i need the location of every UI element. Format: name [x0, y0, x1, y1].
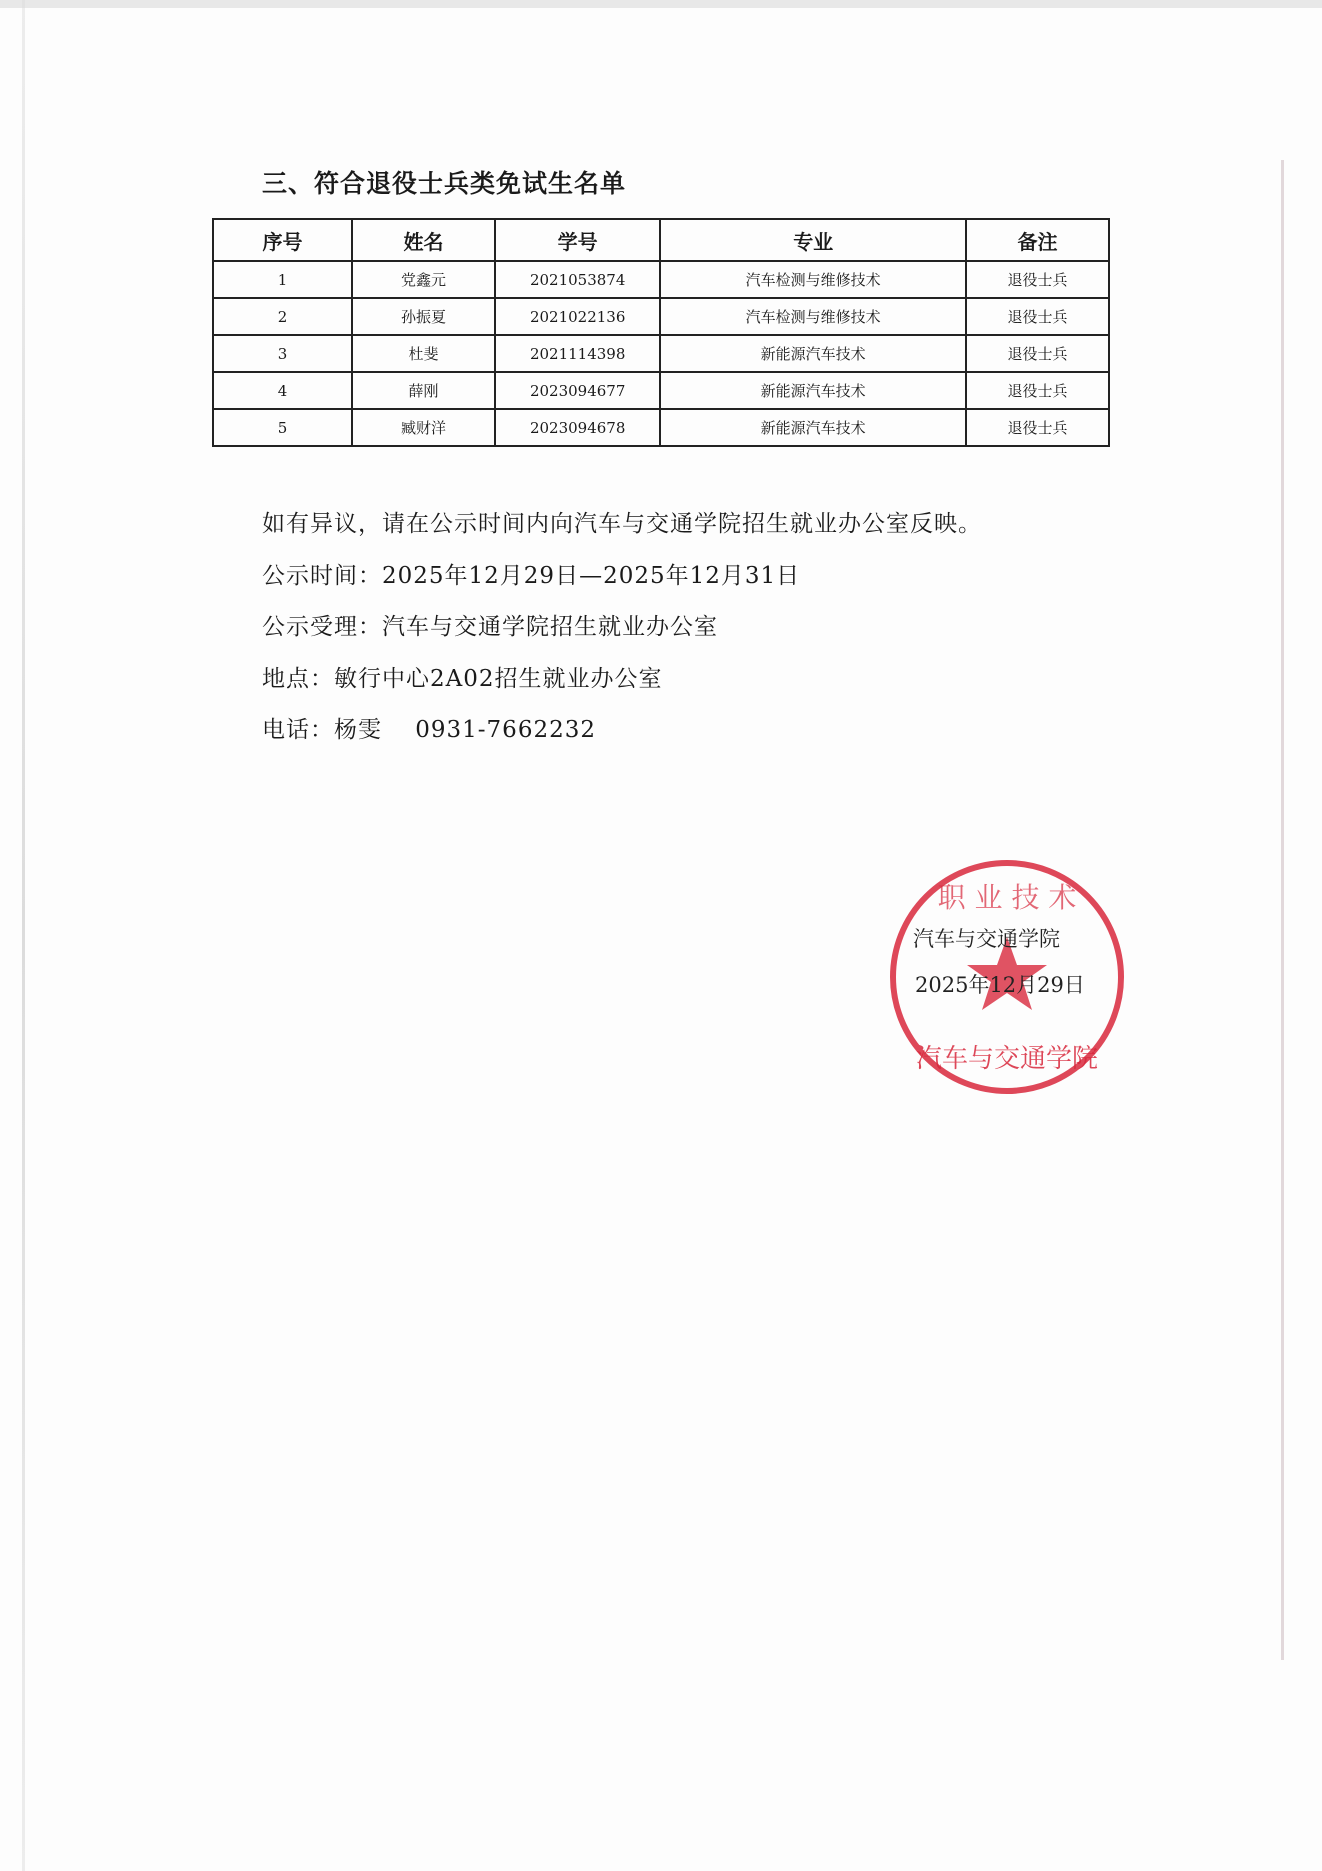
header-student-id: 学号	[495, 219, 660, 261]
table-header-row	[213, 219, 1109, 261]
official-seal	[887, 857, 1127, 1097]
cell-name: 薛刚	[352, 372, 495, 409]
signature-org: 汽车与交通学院	[913, 927, 1060, 951]
seal-arc-text: 职 业 技 术	[937, 881, 1077, 914]
cell-major: 汽车检测与维修技术	[660, 298, 966, 335]
cell-student-id: 2021022136	[495, 298, 660, 335]
seal-bottom-text: 汽车与交通学院	[915, 1044, 1099, 1074]
table-row	[213, 409, 1109, 446]
notice-phone: 电话：杨雯 0931-7662232	[262, 717, 596, 743]
cell-index: 4	[213, 372, 352, 409]
notice-handler: 公示受理：汽车与交通学院招生就业办公室	[262, 614, 718, 640]
exempt-student-table	[212, 218, 1110, 447]
cell-remark: 退役士兵	[966, 335, 1109, 372]
scan-left-edge	[22, 0, 25, 1871]
header-name: 姓名	[352, 219, 495, 261]
scan-top-edge	[0, 0, 1322, 8]
cell-index: 5	[213, 409, 352, 446]
cell-major: 新能源汽车技术	[660, 409, 966, 446]
table-row	[213, 372, 1109, 409]
cell-name: 党鑫元	[352, 261, 495, 298]
section-title: 三、符合退役士兵类免试生名单	[262, 169, 627, 198]
scan-right-edge	[1281, 160, 1284, 1660]
cell-index: 2	[213, 298, 352, 335]
cell-index: 3	[213, 335, 352, 372]
header-remark: 备注	[966, 219, 1109, 261]
signature-date: 2025年12月29日	[915, 973, 1085, 997]
table-row	[213, 298, 1109, 335]
header-major: 专业	[660, 219, 966, 261]
cell-name: 孙振夏	[352, 298, 495, 335]
cell-student-id: 2021114398	[495, 335, 660, 372]
cell-student-id: 2023094677	[495, 372, 660, 409]
header-index: 序号	[213, 219, 352, 261]
cell-remark: 退役士兵	[966, 261, 1109, 298]
cell-remark: 退役士兵	[966, 372, 1109, 409]
cell-student-id: 2023094678	[495, 409, 660, 446]
cell-student-id: 2021053874	[495, 261, 660, 298]
cell-name: 臧财洋	[352, 409, 495, 446]
cell-name: 杜斐	[352, 335, 495, 372]
notice-location: 地点：敏行中心2A02招生就业办公室	[262, 666, 663, 692]
cell-remark: 退役士兵	[966, 409, 1109, 446]
notice-period: 公示时间：2025年12月29日—2025年12月31日	[262, 563, 801, 589]
cell-major: 汽车检测与维修技术	[660, 261, 966, 298]
cell-remark: 退役士兵	[966, 298, 1109, 335]
cell-major: 新能源汽车技术	[660, 372, 966, 409]
cell-index: 1	[213, 261, 352, 298]
objection-text: 如有异议，请在公示时间内向汽车与交通学院招生就业办公室反映。	[262, 511, 982, 537]
table-row	[213, 335, 1109, 372]
table-row	[213, 261, 1109, 298]
cell-major: 新能源汽车技术	[660, 335, 966, 372]
